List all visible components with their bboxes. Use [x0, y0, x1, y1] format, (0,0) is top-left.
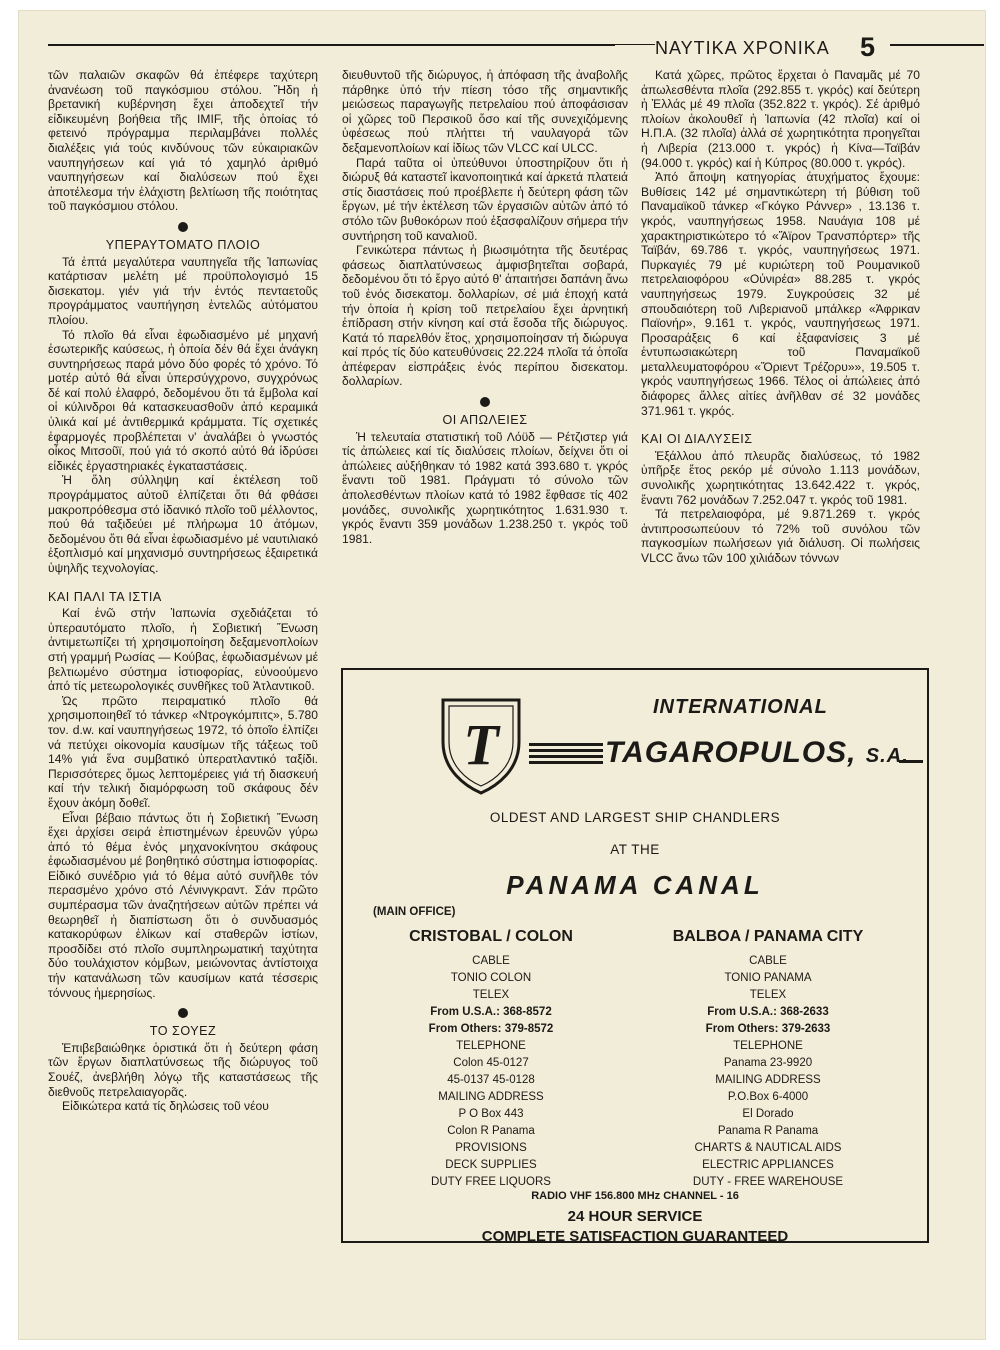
ad-panama-canal: PANAMA CANAL [506, 870, 764, 900]
paragraph: Ἐξάλλου ἀπό πλευρᾶς διαλύσεως, τό 1982 ὑπῆρξε ἔτος ρεκόρ μέ σύνολο 1.113 μονάδων, συνολικῆς χωρητικότητας 13.642.422 τ. γκρός, ἔναντι 762 μονάδων 7.252.047 τ. γκρός τοῦ 1981. [641, 448, 920, 507]
mailing-place: El Dorado [742, 1108, 794, 1120]
paragraph: Ἐπιβεβαιώθηκε ὁριστικά ὅτι ἡ δεύτερη φάση τῶν ἔργων διαπλατύνσεως τῆς διώρυγος τοῦ Σουέζ, ἀνεβλήθη λόγῳ τῆς καταστάσεως τῆς διεθνοῦς πετρελαιαγορᾶς. [48, 1040, 318, 1099]
paragraph: Εἰδικώτερα κατά τίς δηλώσεις τοῦ νέου [62, 1099, 269, 1114]
service-item: PROVISIONS [455, 1142, 527, 1154]
ad-rule [899, 760, 923, 763]
mailing-place: Colon R Panama [447, 1125, 535, 1137]
service-item: CHARTS & NAUTICAL AIDS [694, 1142, 842, 1154]
company-suffix: S.A. [865, 745, 909, 767]
advertisement-box [341, 668, 929, 1243]
cable-address: TONIO PANAMA [724, 972, 812, 984]
ad-office-colon [375, 928, 607, 1191]
paragraph: Καί ἐνῶ στήν Ἰαπωνία σχεδιάζεται τό ὑπεραυτόματο πλοῖο, ἡ Σοβιετική Ἕνωση ἀντιμετωπίζει τή χρησιμοποίηση δεξαμενοπλοίων στή γραμμή Ρωσίας — Κούβας, ἐφωδιασμένων μέ βελτιωμένο σύστημα ἱστιοφορίας, εὐνοούμενο ἀπό τίς μετεωρολογικές συνθῆκες τοῦ Ἀτλαντικοῦ. [48, 606, 318, 694]
shield-logo-icon [437, 696, 525, 796]
office-city: BALBOA / PANAMA CITY [672, 928, 864, 945]
logo-letter: T [463, 712, 499, 777]
cable-label: CABLE [472, 955, 510, 967]
ad-radio: RADIO VHF 156.800 MHz CHANNEL - 16 [531, 1190, 739, 1202]
paragraph: Εἶναι βέβαιο πάντως ὅτι ἡ Σοβιετική Ἕνωση ἔχει ἀρχίσει σειρά ἐπιστημένων ἐρευνῶν γύρω ἀπό τό θέμα ἑνός μηχανοκίνητου σκάφους ἐφωδιασμένου μέ βοηθητικό σύστημα ἱστιοφορίας. Εἰδικό συνέδριο γιά τό θέμα αὐτό συνῆλθε τόν περασμένο χρόνο στό Λένινγκραντ. Σάν πρῶτο συμπέρασμα τῶν ἀναζητήσεων αὐτῶν πρέπει νά θεωρηθεῖ ἡ διαπίστωση ὅτι ὁ συνδυασμός κατακορύφων ἐλίκων καί σταθερῶν ἱστίων, προσδίδει στό πλοῖο συμπληρωματική ταχύτητα δύο τουλάχιστον κόμβων, μειώνοντας ἀντίστοιχα τήν κατανάλωση τῶν καυσίμων κατά τέσσερις τόννους ἡμερησίως. [48, 810, 318, 1000]
telephone-label: TELEPHONE [456, 1040, 526, 1052]
mailing-place: Panama R Panama [717, 1125, 819, 1137]
paragraph: Ὡς πρῶτο πειραματικό πλοῖο θά χρησιμοποιηθεῖ τό τάνκερ «Ντρογκόμπιτς», 5.780 τον. d.w. καί ναυπηγήσεως 1972, τό ὁποῖο ἐλπίζει νά πετύχει οἰκονομία καυσίμων τῆς τάξεως τοῦ 14% γιά ἕνα συμβατικό ὑπερατλαντικό ταξίδι. Περισσότερες ὅμως λεπτομέρειες γιά τή διασκευή καί τήν τελική διαμόρφωση τοῦ σκάφους δέν ἔχουν ἀκόμη δοθεῖ. [48, 693, 318, 810]
header-rule-right [890, 44, 984, 46]
section-heading: ΟΙ ΑΠΩΛΕΙΕΣ [442, 413, 528, 428]
header-rule-mid [615, 44, 655, 45]
paragraph: Γενικώτερα πάντως ἡ βιωσιμότητα τῆς δευτέρας φάσεως διαπλατύνσεως ἀμφισβητεῖται σοβαρά, δεδομένου ὅτι τό ἔργο αὐτό θ' ἀπαιτήσει δαπάνη ἄνω τοῦ ἑνός δισεκατομ. δολλαρίων, σέ μιά ἐποχή κατά τήν ὁποία ἡ κρίση τοῦ πετρελαίου ἔχει ἀρνητική ἐπίδραση στήν κίνηση καί στά ἔσοδα τῆς διώρυγος. Κατά τό παρελθόν ἔτος, χρησιμοποίησαν τή διώρυγα καί πρός τίς δύο κατευθύνσεις 22.224 πλοῖα τά ὁποῖα ἀπέφεραν εἰσπράξεις ἑνός περίπου δισεκατομ. δολλαρίων. [342, 243, 628, 389]
section-heading: ΤΟ ΣΟΥΕΖ [149, 1024, 217, 1039]
ad-main-office: (MAIN OFFICE) [373, 906, 456, 918]
paragraph: Κατά χῶρες, πρῶτος ἔρχεται ὁ Παναμᾶς μέ 70 ἀπωλεσθέντα πλοῖα (292.855 τ. γκρός) καί δεύτερη ἡ Ἑλλάς μέ 49 πλοῖα (352.822 τ. γκρός). Σέ ἀριθμό πλοίων ἀκολουθεῖ ἡ Ἰαπωνία (42 πλοῖα) καί οἱ Η.Π.Α. (32 πλοῖα) ἀλλά σέ χωρητικότητα προηγεῖται ἡ Λιβερία (213.000 τ. γκρός) ἡ Κίνα—Ταϊβάν (94.000 τ. γκρός) καί ἡ Κύπρος (80.000 τ. γκρός). [641, 68, 920, 170]
telephone-2: 45-0137 45-0128 [447, 1074, 535, 1086]
company-name: TAGAROPULOS, [605, 736, 857, 769]
header-rule-left [48, 44, 615, 46]
section-bullet [178, 222, 188, 232]
paragraph: Τά πετρελαιοφόρα, μέ 9.871.269 τ. γκρός ἀντιπροσωπεύουν τό 72% τοῦ συνόλου τῶν παγκοσμίων πωλήσεων γιά διάλυση. Οἱ πωλήσεις VLCC ἄνω τῶν 100 χιλιάδων τόννων [641, 507, 920, 565]
telex-usa: From U.S.A.: 368-8572 [430, 1006, 552, 1018]
ad-service: 24 HOUR SERVICE [567, 1208, 703, 1225]
service-item: ELECTRIC APPLIANCES [702, 1159, 834, 1171]
po-box: P.O.Box 6-4000 [727, 1091, 809, 1103]
mailing-label: MAILING ADDRESS [715, 1074, 821, 1086]
spacer [641, 418, 920, 428]
ad-stripes [529, 743, 603, 765]
ad-tagline: OLDEST AND LARGEST SHIP CHANDLERS [489, 810, 781, 825]
paragraph: Τό πλοῖο θά εἶναι ἐφωδιασμένο μέ μηχανή ἐσωτερικῆς καύσεως, ἡ ὁποία δέν θά ἔχει ἀνάγκη συντηρήσεως παρά μόνο δύο φορές τό χρόνο. Τό μοτέρ αὐτό θά εἶναι ὑπερσύγχρονο, συγχρόνως δέ καί πολύ ἐλαφρό, δεδομένου ὅτι τά ἔμβολα καί οἱ κύλινδροι θά κατασκευασθοῦν ἀπό κεραμικά ὑλικά καί μέ ἀντιθερμικά κράμματα. Τίς σχετικές ἐφαρμογές προβλέπεται ν' ἀναλάβει ὁ γνωστός οἶκος Μιτσοῦϊ, πού γιά τό σκοπό αὐτό θά ἱδρύσει εἰδικές ἐργαστηριακές ἐγκαταστάσεις. [48, 327, 318, 473]
spacer [48, 576, 318, 586]
telephone-label: TELEPHONE [733, 1040, 803, 1052]
telex-usa: From U.S.A.: 368-2633 [707, 1006, 829, 1018]
cable-label: CABLE [749, 955, 787, 967]
ad-office-balboa [633, 928, 903, 1191]
service-item: DECK SUPPLIES [445, 1159, 537, 1171]
publication-name: ΝΑΥΤΙΚΑ ΧΡΟΝΙΚΑ [655, 38, 830, 58]
section-heading: ΥΠΕΡΑΥΤΟΜΑΤΟ ΠΛΟΙΟ [105, 237, 261, 252]
column-1 [48, 68, 318, 1114]
column-3 [641, 68, 920, 566]
section-bullet [178, 1008, 188, 1018]
paragraph: τῶν παλαιῶν σκαφῶν θά ἐπέφερε ταχύτερη ἀνανέωση τοῦ παγκόσμιου στόλου. Ἤδη ἡ βρετανική κυβέρνηση ἔχει ἀποδεχτεῖ τήν εἰδικευμένη βοήθεια τῆς IMIF, τῆς ὁποίας τό φετεινό πρόγραμμα περιλαμβάνει πολλές διαλέξεις γιά τούς κινδύνους τῶν εὐκαιριακῶν ναυπηγήσεων καί γιά τό χαμηλό ἀριθμό ναυπηγήσεων καί διαλύσεων πού ἔχει ἀποτέλεσμα τήν ἐλάχιστη βελτίωση τῆς ποιότητας τοῦ παγκόσμιου στόλου. [48, 68, 318, 214]
column-2 [342, 68, 628, 546]
mailing-label: MAILING ADDRESS [438, 1091, 544, 1103]
office-city: CRISTOBAL / COLON [409, 928, 573, 945]
page-number: 5 [860, 32, 876, 62]
section-bullet [480, 397, 490, 407]
paragraph: Ἡ ὅλη σύλληψη καί ἐκτέλεση τοῦ προγράμματος αὐτοῦ ἐλπίζεται ὅτι θά φθάσει μακροπρόθεσμα στό ἰδανικό πλοῖο τοῦ μέλλοντος, πού θά ταξιδεύει μέ πλήρωμα 10 ἀτόμων, δεδομένου ὅτι θά εἶναι ἐφωδιασμένο μέ ναυτιλιακό ἐξοπλισμό καί μηχανισμό συντηρήσεως ἐξαιρετικά ὑψηλῆς τεχνολογίας. [48, 473, 318, 575]
po-box: P O Box 443 [458, 1108, 524, 1120]
ad-satisfaction: COMPLETE SATISFACTION GUARANTEED [481, 1228, 789, 1245]
ad-tagline-2: AT THE [610, 842, 660, 857]
paragraph: διευθυντοῦ τῆς διώρυγος, ἡ ἀπόφαση τῆς ἀναβολῆς πάρθηκε ὑπό τήν πίεση τόσο τῆς σημαντικῆς μειώσεως παραγωγῆς πετρελαίου πού ἀποφάσισαν οἱ χῶρες τοῦ Περσικοῦ ὅσο καί τῆς συνεχιζόμενης ὑφέσεως πού πλήττει τή ναυλαγορά τῶν δεξαμενοπλοίων καί ἰδίως τῶν VLCC καί ULCC. [342, 68, 628, 155]
section-heading: ΚΑΙ ΠΑΛΙ ΤΑ ΙΣΤΙΑ [48, 589, 162, 604]
paragraph: Τά ἑπτά μεγαλύτερα ναυπηγεῖα τῆς Ἰαπωνίας κατάρτισαν μελέτη μέ προϋπολογισμό 15 δισεκατομ. γιέν γιά τήν ἐντός πενταετοῦς προγράμματος ναυπήγηση ἐντελῶς αὐτόματου πλοίου. [48, 254, 318, 327]
service-item: DUTY - FREE WAREHOUSE [692, 1176, 844, 1188]
telex-label: TELEX [472, 989, 510, 1001]
telex-others: From Others: 379-2633 [705, 1023, 831, 1035]
paragraph: Ἀπό ἄποψη κατηγορίας ἀτυχήματος ἔχουμε: Βυθίσεις 142 μέ σημαντικώτερη τή βύθιση τοῦ Παναμαϊκοῦ τάνκερ «Γκόγκο Ράννερ» , 13.136 τ. γκρός, ναυπηγήσεως 1958. Ναυάγια 108 μέ χαρακτηριστικώτερο τό «Ἄϊρον Τρανσπόρτερ» τῆς Ταϊβάν, 69.786 τ. γκρός, ναυπηγήσεως 1971. Πυρκαγιές 79 μέ κυριώτερη τοῦ Ρουμανικοῦ πετρελαιοφόρου «Οὐνιρέα» 88.285 τ. γκρός ναυπηγήσεως 1979. Συγκρούσεις 32 μέ σπουδαιότερη τοῦ Λιβεριανοῦ μπάλκερ «Ἀφρικαν Παϊονήρ», 9.161 τ. γκρός, ναυπηγήσεως 1971. Προσαράξεις 6 καί ἐξαφανίσεις 3 μέ ἐντυπωσιακώτερη τοῦ Παναμαϊκοῦ μεταλλευματοφόρου «Ὄριεντ Τρέζορυ»», 19.505 τ. γκρός ναυπηγήσεως 1966. Τέλος οἱ ἀπώλειες ἀπό διάφορες ἄλλες αἰτίες ἀνῆλθαν σέ 32 μονάδες 371.961 τ. γκρός. [641, 170, 920, 418]
paragraph: Παρά ταῦτα οἱ ὑπεύθυνοι ὑποστηρίζουν ὅτι ἡ διώρυξ θά καταστεῖ ἱκανοποιητικά καί ἀρκετά πλατειά στίς διαστάσεις πού προέβλεπε ἡ δεύτερη φάση τῶν ἔργων, μέ τήν ἐκτέλεση τῶν ἐργασιῶν αὐτῶν ἀπό τό στόλο τῶν βυθοκόρων πού ἐξασφαλίζουν σήμερα τήν συντήρηση τοῦ καναλιοῦ. [342, 155, 628, 243]
telephone-1: Colon 45-0127 [453, 1057, 529, 1069]
section-heading: ΚΑΙ ΟΙ ΔΙΑΛΥΣΕΙΣ [641, 432, 753, 447]
telex-others: From Others: 379-8572 [428, 1023, 554, 1035]
ad-company-name [605, 736, 909, 770]
page-header [48, 32, 986, 62]
ad-international: INTERNATIONAL [653, 696, 828, 718]
telex-label: TELEX [749, 989, 787, 1001]
paragraph: Ἡ τελευταία στατιστική τοῦ Λόϋδ — Ρέτζιστερ γιά τίς ἀπώλειες καί τίς διαλύσεις πλοίων, δείχνει ὅτι οἱ ἀπώλειες αὐξήθηκαν τό 1982 κατά 393.680 τ. γκρός ἔναντι τοῦ 1981. Πράγματι τό σύνολο τῶν ἀπολεσθέντων πλοίων κατά τό 1982 ἔφθασε τίς 402 μονάδες, συνολικῆς χωρητικότητος 1.631.930 τ. γκρός ἔναντι 359 μονάδων 1.238.250 τ. γκρός τοῦ 1981. [342, 429, 628, 546]
telephone-1: Panama 23-9920 [723, 1057, 813, 1069]
cable-address: TONIO COLON [450, 972, 532, 984]
service-item: DUTY FREE LIQUORS [431, 1176, 551, 1188]
